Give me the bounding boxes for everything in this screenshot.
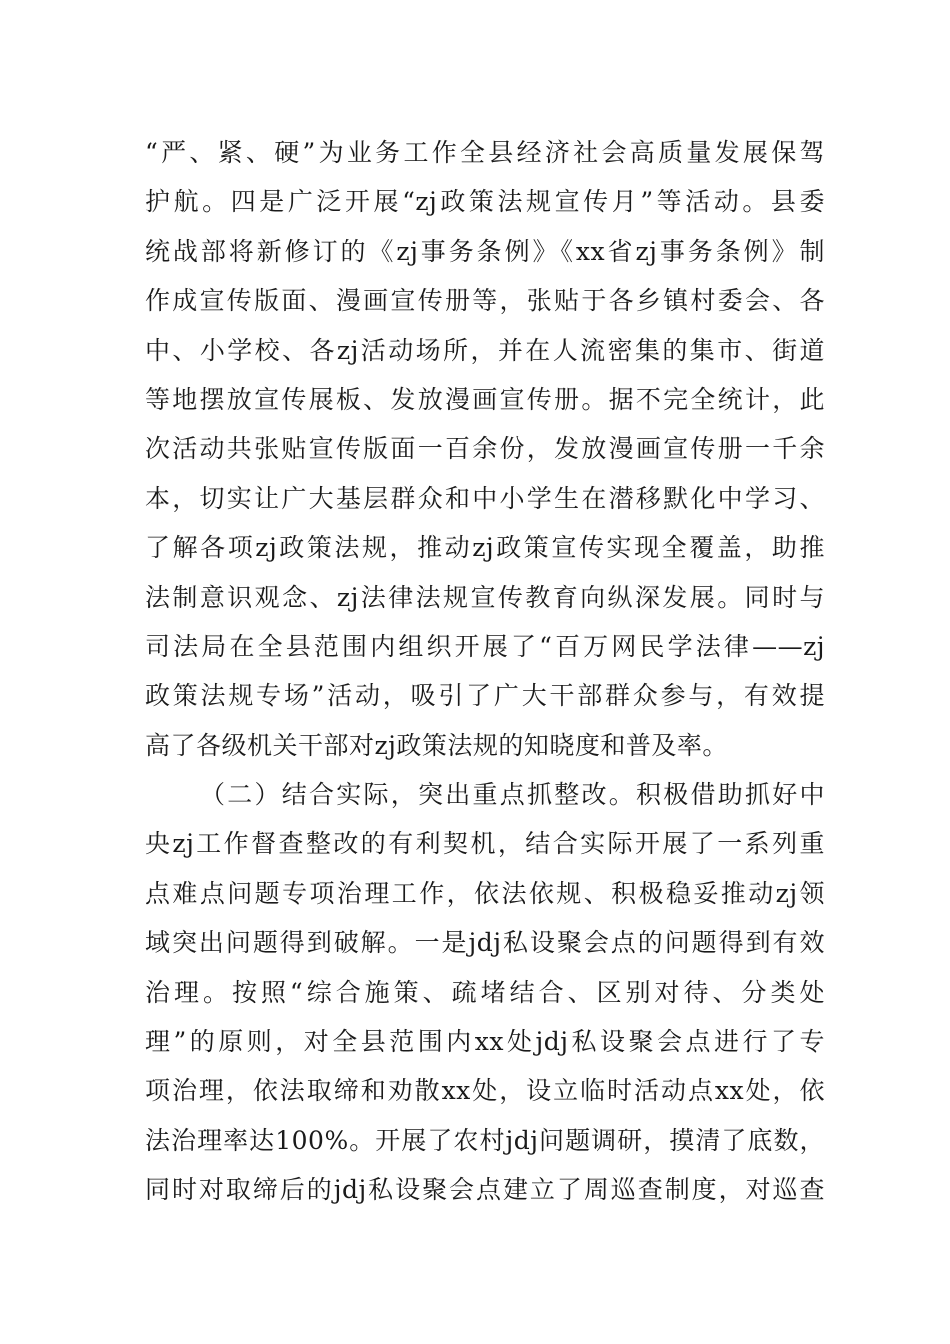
text-line: 司法局在全县范围内组织开展了“百万网民学法律——zj [145, 631, 825, 661]
text-line: 中、小学校、各zj活动场所，并在人流密集的集市、街道 [145, 335, 825, 365]
text-line: 次活动共张贴宣传版面一百余份，发放漫画宣传册一千余 [145, 434, 825, 464]
text-line: 了解各项zj政策法规，推动zj政策宣传实现全覆盖，助推 [145, 533, 825, 563]
text-line: 法制意识观念、zj法律法规宣传教育向纵深发展。同时与 [145, 582, 825, 612]
text-line: 央zj工作督查整改的有利契机，结合实际开展了一系列重 [145, 829, 825, 859]
text-line: 理”的原则，对全县范围内xx处jdj私设聚会点进行了专 [145, 1027, 825, 1057]
text-line: “严、紧、硬”为业务工作全县经济社会高质量发展保驾 [145, 138, 825, 167]
text-line: 作成宣传版面、漫画宣传册等，张贴于各乡镇村委会、各 [145, 286, 825, 316]
text-line: 域突出问题得到破解。一是jdj私设聚会点的问题得到有效 [145, 928, 825, 958]
text-line: 政策法规专场”活动，吸引了广大干部群众参与，有效提 [145, 681, 825, 711]
text-line: 同时对取缔后的jdj私设聚会点建立了周巡查制度，对巡查 [145, 1175, 825, 1205]
text-line: 护航。四是广泛开展“zj政策法规宣传月”等活动。县委 [145, 187, 825, 217]
paragraph-heading-line: （二）结合实际，突出重点抓整改。积极借助抓好中 [200, 780, 825, 810]
text-line: 统战部将新修订的《zj事务条例》《xx省zj事务条例》制 [145, 236, 825, 266]
text-line: 高了各级机关干部对zj政策法规的知晓度和普及率。 [145, 730, 728, 760]
text-line: 法治理率达100%。开展了农村jdj问题调研，摸清了底数， [145, 1125, 825, 1155]
text-line: 治理。按照“综合施策、疏堵结合、区别对待、分类处 [145, 977, 825, 1007]
text-line: 本，切实让广大基层群众和中小学生在潜移默化中学习、 [145, 483, 825, 513]
text-line: 等地摆放宣传展板、发放漫画宣传册。据不完全统计，此 [145, 384, 825, 414]
document-body [145, 128, 825, 1215]
text-line: 项治理，依法取缔和劝散xx处，设立临时活动点xx处，依 [145, 1076, 825, 1106]
text-line: 点难点问题专项治理工作，依法依规、积极稳妥推动zj领 [145, 878, 825, 908]
